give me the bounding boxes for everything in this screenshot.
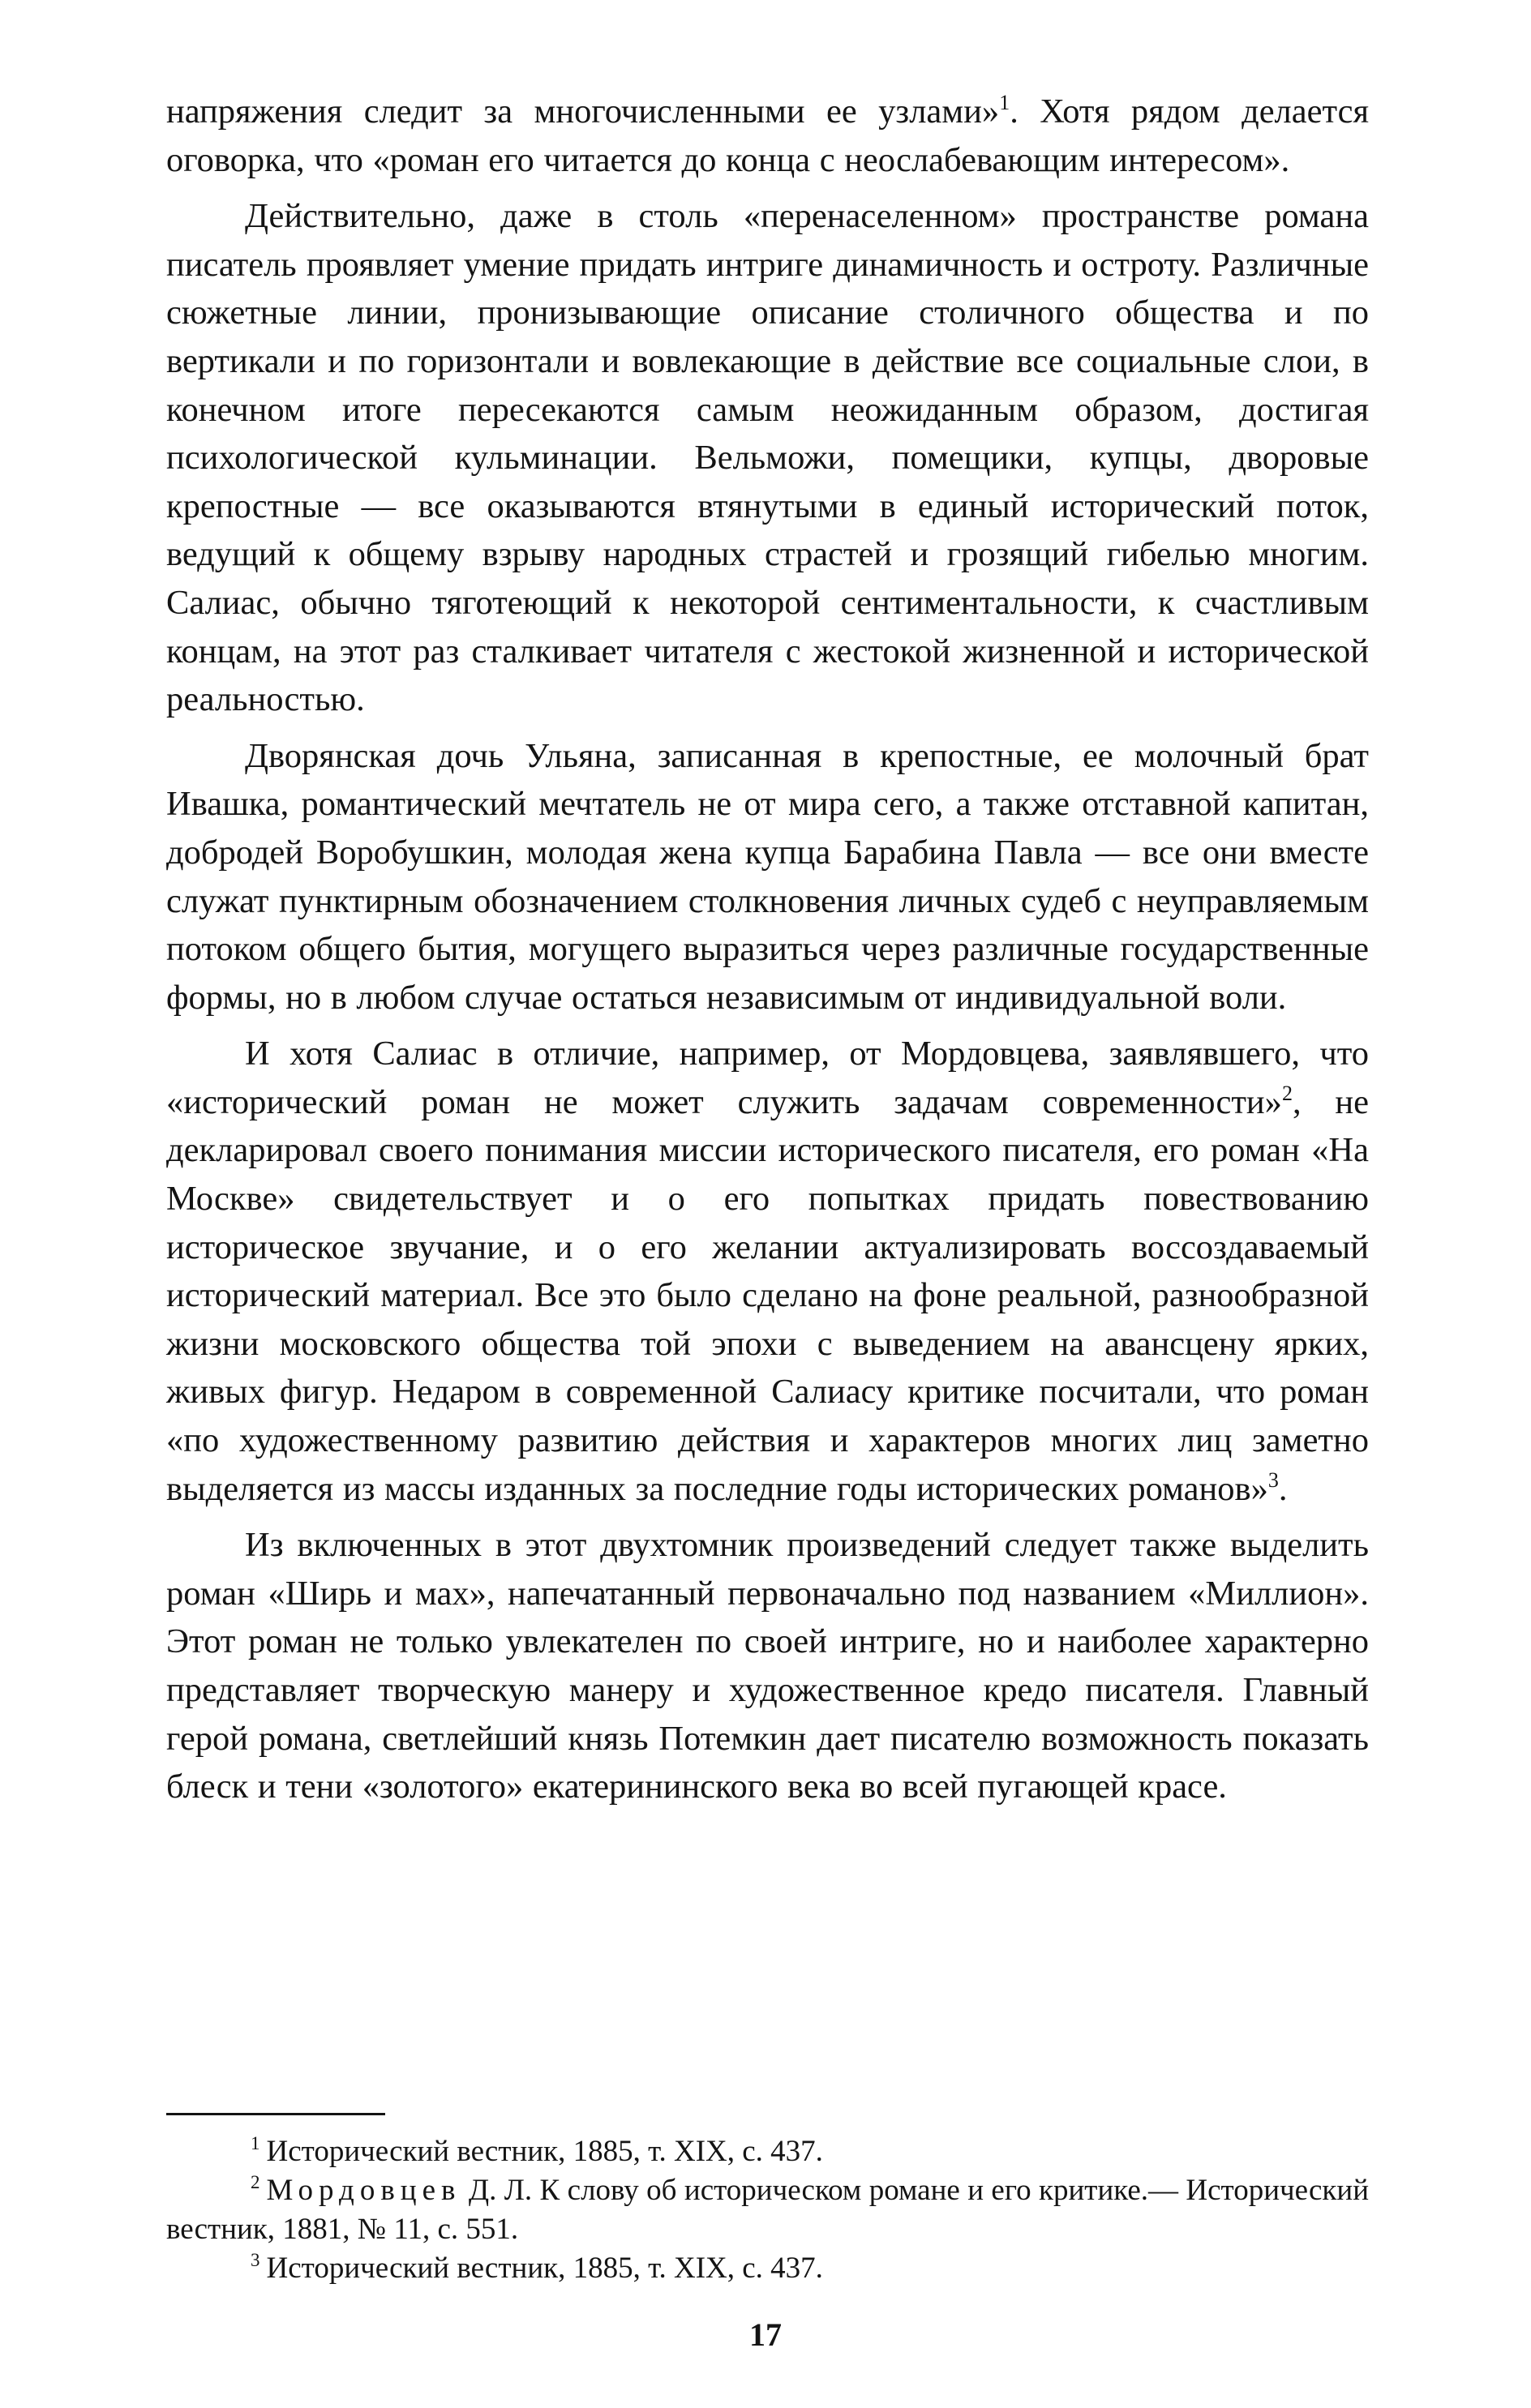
paragraph-3: Дворянская дочь Ульяна, записанная в крепостные, ее молочный брат Ивашка, романтический мечтатель не от мира сего, а также отставной капитан, добродей Воробушкин, молодая жена купца Барабина Павла — все они вместе служат пунктирным обозначением столкновения личных судеб с неуправляемым потоком общего бытия, могущего выразиться через различные государственные формы, но в любом случае остаться независимым от индивидуальной воли. xyxy=(166,736,1369,1017)
paragraph-2: Действительно, даже в столь «перенаселенном» пространстве романа писатель проявляет умение придать интриге динамичность и остроту. Различные сюжетные линии, пронизывающие описание столичного общества и по вертикали и по горизонтали и вовлекающие в действие все социальные слои, в конечном итоге пересекаются самым неожиданным образом, достигая психологической кульминации. Вельможи, помещики, купцы, дворовые крепостные — все оказываются втянутыми в единый исторический поток, ведущий к общему взрыву народных страстей и грозящий гибелью многим. Салиас, обычно тяготеющий к некоторой сентиментальности, к счастливым концам, на этот раз сталкивает читателя с жестокой жизненной и исторической реальностью. xyxy=(166,197,1369,719)
footnote-mark-2: 2 xyxy=(251,2172,260,2192)
footnote-1: $^1$ Исторический вестник, 1885, т. XIX, с. 437. xyxy=(251,2133,823,2168)
footnote-ref-3: 3 xyxy=(1267,1468,1279,1492)
footnote-ref-1: 1 xyxy=(999,91,1010,114)
footnote-mark-1: 1 xyxy=(251,2133,260,2153)
footnote-divider xyxy=(166,2113,385,2115)
footnotes xyxy=(166,2132,1369,2288)
page-number: 17 xyxy=(749,2316,782,2353)
page-body xyxy=(166,88,1369,1811)
paragraph-4: И хотя Салиас в отличие, например, от Мордовцева, заявлявшего, что «исторический роман не может служить задачам современности»$^2$, не декларировал своего понимания миссии исторического писателя, его роман «На Москве» свидетельствует и о его попытках придать повествованию историческое звучание, и о его желании актуализировать воссоздаваемый исторический материал. Все это было сделано на фоне реальной, разнообразной жизни московского общества той эпохи с выведением на авансцену ярких, живых фигур. Недаром в современной Салиасу критике посчитали, что роман «по художественному развитию действия и характеров многих лиц заметно выделяется из массы изданных за последние годы исторических романов»$^3$. xyxy=(166,1035,1370,1508)
footnote-2: $^2$ Мордовцев Д. Л. К слову об историческом романе и его критике.— Исторический вестник, 1881, № 11, с. 551. xyxy=(166,2172,1369,2246)
footnote-author: Мордовцев xyxy=(266,2174,461,2207)
footnote-3: $^3$ Исторический вестник, 1885, т. XIX, с. 437. xyxy=(251,2250,823,2285)
paragraph-1: напряжения следит за многочисленными ее узлами»$^1$. Хотя рядом делается оговорка, что «роман его читается до конца с неослабевающим интересом». xyxy=(166,91,1369,179)
paragraph-5: Из включенных в этот двухтомник произведений следует также выделить роман «Ширь и мах», напечатанный первоначально под названием «Миллион». Этот роман не только увлекателен по своей интриге, но и наиболее характерно представляет творческую манеру и художественное кредо писателя. Главный герой романа, светлейший князь Потемкин дает писателю возможность показать блеск и тени «золотого» екатерининского века во всей пугающей красе. xyxy=(166,1526,1369,1806)
footnote-mark-3: 3 xyxy=(251,2250,260,2270)
footnote-ref-2: 2 xyxy=(1281,1081,1293,1105)
